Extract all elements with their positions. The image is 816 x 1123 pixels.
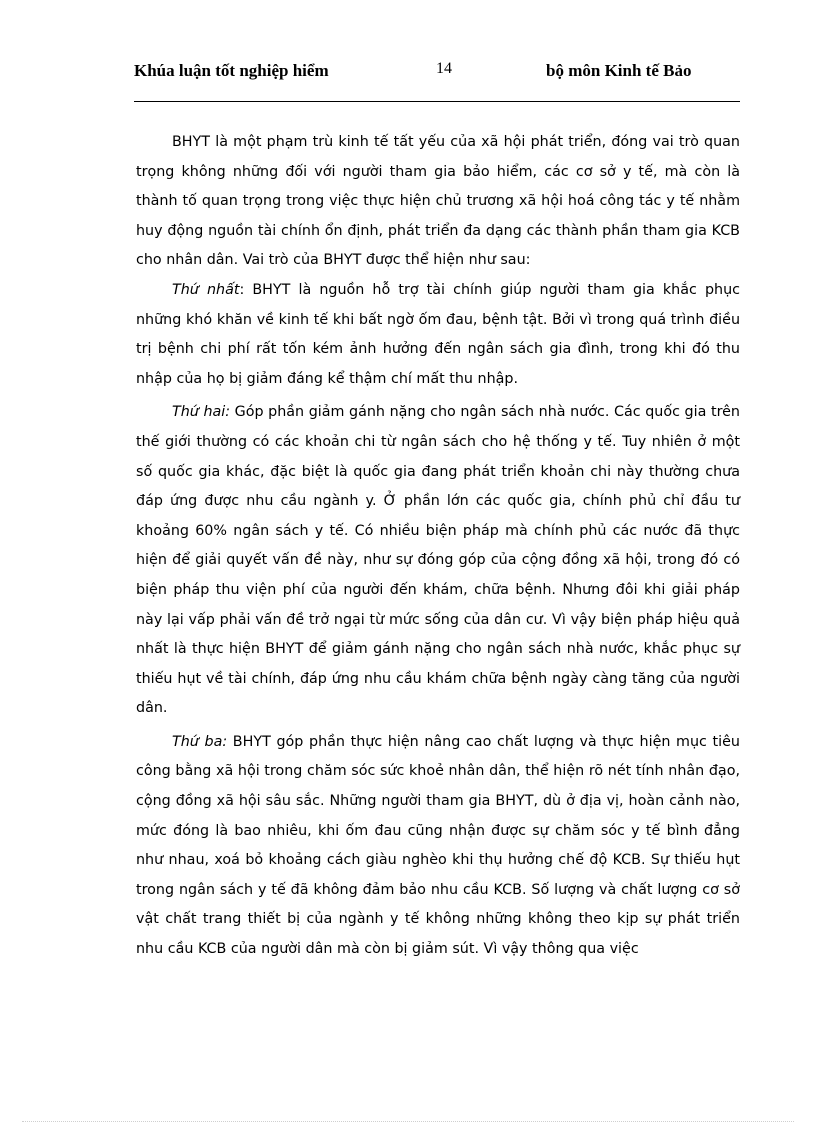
page-header: [134, 57, 740, 102]
body-text: [136, 128, 740, 965]
page-number: 14: [436, 60, 452, 77]
page-bottom-divider: [22, 1121, 794, 1122]
paragraph-first: [136, 276, 740, 394]
header-right-title: bộ môn Kinh tế Bảo: [546, 61, 692, 80]
paragraph-intro-text: BHYT là một phạm trù kinh tế tất yếu của xã hội phát triển, đóng vai trò quan trọng không những đối với người tham gia bảo hiểm, các cơ sở y tế, mà còn là thành tố quan trọng trong việc thực hiện chủ trương xã hội hoá công tác y tế nhằm huy động nguồn tài chính ổn định, phát triển đa dạng các thành phần tham gia KCB cho nhân dân. Vai trò của BHYT được thể hiện như sau:: [136, 134, 740, 269]
paragraph-third-text: BHYT góp phần thực hiện nâng cao chất lượng và thực hiện mục tiêu công bằng xã hội trong chăm sóc sức khoẻ nhân dân, thể hiện rõ nét tính nhân đạo, cộng đồng xã hội sâu sắc. Những người tham gia BHYT, dù ở địa vị, hoàn cảnh nào, mức đóng là bao nhiêu, khi ốm đau cũng nhận được sự chăm sóc y tế bình đẳng như nhau, xoá bỏ khoảng cách giàu nghèo khi thụ hưởng chế độ KCB. Sự thiếu hụt trong ngân sách y tế đã không đảm bảo nhu cầu KCB. Số lượng và chất lượng cơ sở vật chất trang thiết bị của ngành y tế không những không theo kịp sự phát triển nhu cầu KCB của người dân mà còn bị giảm sút. Vì vậy thông qua việc: [136, 733, 740, 958]
paragraph-second: [136, 398, 740, 724]
header-left-title: Khúa luận tốt nghiệp hiểm: [134, 61, 329, 80]
paragraph-first-lead: Thứ nhất: [172, 281, 240, 298]
paragraph-second-text: Góp phần giảm gánh nặng cho ngân sách nhà nước. Các quốc gia trên thế giới thường có các khoản chi từ ngân sách cho hệ thống y tế. Tuy nhiên ở một số quốc gia khác, đặc biệt là quốc gia đang phát triển khoản chi này thường chưa đáp ứng được nhu cầu ngành y. Ở phần lớn các quốc gia, chính phủ chỉ đầu tư khoảng 60% ngân sách y tế. Có nhiều biện pháp mà chính phủ các nước đã thực hiện để giải quyết vấn đề này, như sự đóng góp của cộng đồng xã hội, trong đó có biện pháp thu viện phí của người đến khám, chữa bệnh. Nhưng đôi khi giải pháp này lại vấp phải vấn đề trở ngại từ mức sống của dân cư. Vì vậy biện pháp hiệu quả nhất là thực hiện BHYT để giảm gánh nặng cho ngân sách nhà nước, khắc phục sự thiếu hụt về tài chính, đáp ứng nhu cầu khám chữa bệnh ngày càng tăng của người dân.: [136, 404, 740, 717]
paragraph-third-lead: Thứ ba:: [172, 733, 228, 750]
paragraph-second-lead: Thứ hai:: [172, 404, 231, 421]
paragraph-intro: [136, 128, 740, 276]
paragraph-third: [136, 728, 740, 965]
paragraph-first-text: : BHYT là nguồn hỗ trợ tài chính giúp người tham gia khắc phục những khó khăn về kinh tế khi bất ngờ ốm đau, bệnh tật. Bởi vì trong quá trình điều trị bệnh chi phí rất tốn kém ảnh hưởng đến ngân sách gia đình, trong khi đó thu nhập của họ bị giảm đáng kể thậm chí mất thu nhập.: [136, 281, 741, 387]
